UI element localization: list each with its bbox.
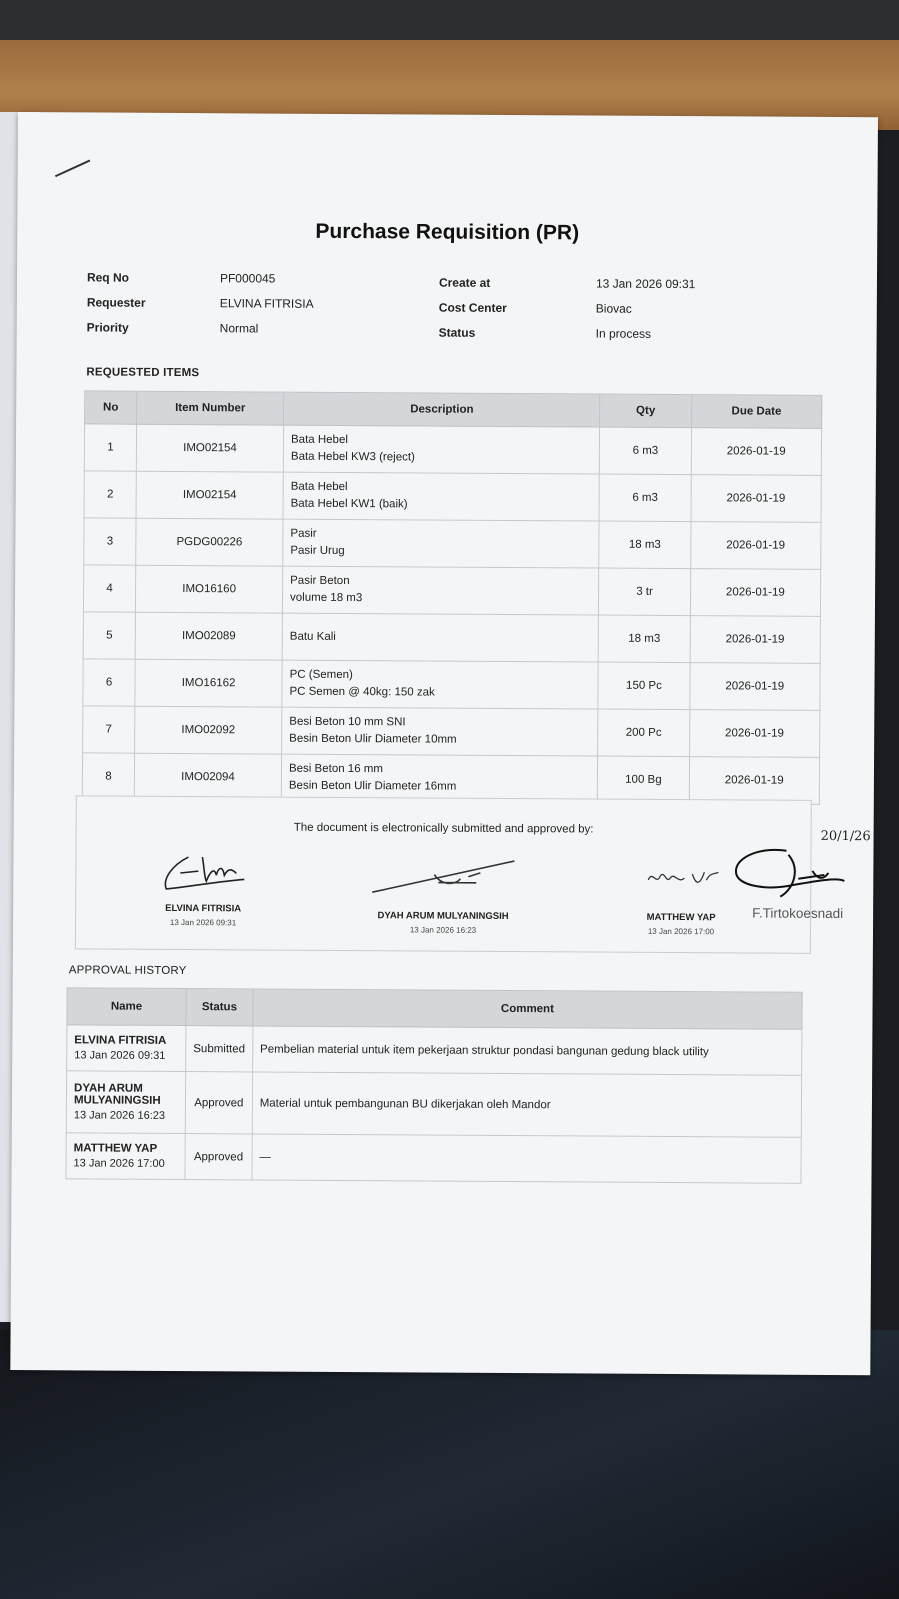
row-description (282, 613, 599, 662)
row-no: 8 (82, 753, 134, 800)
handwritten-name: F.Tirtokoesnadi (752, 905, 844, 922)
row-description (282, 660, 599, 709)
row-qty: 150 Pc (598, 662, 689, 710)
description-line-1: Besi Beton 16 mm (288, 762, 384, 776)
description-line-1: Bata Hebel (290, 433, 348, 447)
row-qty: 3 tr (599, 568, 690, 616)
col-qty: Qty (600, 394, 691, 428)
table-row (67, 1025, 802, 1075)
create-at-value: 13 Jan 2026 09:31 (595, 276, 696, 292)
row-description (281, 754, 598, 803)
row-description (282, 707, 599, 756)
priority-label: Priority (86, 320, 129, 335)
approval-signatures-box (75, 795, 871, 953)
history-comment: — (252, 1134, 801, 1183)
cost-center-label: Cost Center (438, 300, 507, 315)
row-no: 3 (84, 518, 136, 565)
description-line-2: volume 18 m3 (290, 591, 363, 605)
history-name: ELVINA FITRISIA (74, 1034, 167, 1047)
history-comment: Material untuk pembangunan BU dikerjakan oleh Mandor (252, 1072, 802, 1137)
table-row (66, 1071, 801, 1137)
table-row (83, 659, 820, 711)
requested-items-table (82, 390, 822, 805)
handwritten-date: 20/1/26 (820, 828, 871, 845)
row-due-date: 2026-01-19 (690, 522, 821, 570)
signature-matthew (644, 864, 724, 892)
row-qty: 200 Pc (598, 709, 689, 757)
table-row (66, 1133, 801, 1183)
row-item-number: IMO02092 (135, 706, 282, 754)
description-line-1: Pasir Beton (290, 574, 350, 588)
description-line-2: Besin Beton Ulir Diameter 16mm (288, 779, 457, 793)
row-due-date: 2026-01-19 (691, 428, 822, 476)
row-description (283, 519, 600, 568)
row-qty: 18 m3 (599, 615, 690, 663)
table-row (83, 565, 820, 617)
signer-name: DYAH ARUM MULYANINGSIH (377, 910, 509, 923)
pen-mark (55, 160, 90, 178)
requested-items-heading: REQUESTED ITEMS (86, 366, 200, 380)
signer-date: 13 Jan 2026 16:23 (409, 925, 477, 935)
row-due-date: 2026-01-19 (690, 569, 821, 617)
description-line-2: Bata Hebel KW3 (reject) (290, 450, 415, 464)
history-date: 13 Jan 2026 09:31 (74, 1049, 166, 1062)
history-status: Approved (185, 1134, 252, 1180)
requester-label: Requester (86, 295, 146, 310)
row-item-number: IMO02089 (135, 612, 282, 660)
history-name-cell (66, 1071, 185, 1134)
requester-value: ELVINA FITRISIA (219, 296, 314, 311)
status-value: In process (595, 326, 652, 341)
req-no-value: PF000045 (219, 271, 276, 286)
status-label: Status (438, 325, 476, 340)
row-item-number: IMO16162 (135, 659, 282, 707)
signer-date: 13 Jan 2026 17:00 (647, 926, 715, 937)
history-name-cell (67, 1025, 186, 1072)
row-no: 6 (83, 659, 135, 706)
table-row (83, 612, 820, 664)
row-due-date: 2026-01-19 (689, 757, 820, 805)
history-name: MATTHEW YAP (73, 1142, 158, 1155)
description-line-2: PC Semen @ 40kg: 150 zak (289, 685, 435, 699)
row-item-number: IMO02094 (134, 753, 281, 801)
col-due-date: Due Date (691, 395, 822, 429)
table-row (84, 471, 821, 523)
history-comment: Pembelian material untuk item pekerjaan struktur pondasi bangunan gedung black utility (252, 1026, 801, 1075)
row-item-number: PGDG00226 (136, 518, 283, 566)
row-no: 2 (84, 471, 136, 518)
history-status: Submitted (186, 1026, 253, 1072)
description-line-1: Bata Hebel (290, 480, 348, 494)
row-due-date: 2026-01-19 (690, 616, 821, 664)
col-status: Status (186, 989, 253, 1026)
row-qty: 6 m3 (600, 427, 691, 475)
create-at-label: Create at (438, 275, 491, 290)
row-item-number: IMO02154 (136, 424, 283, 472)
signer-name: ELVINA FITRISIA (165, 902, 242, 915)
table-row (84, 424, 821, 476)
approval-history-heading: APPROVAL HISTORY (68, 964, 187, 978)
row-due-date: 2026-01-19 (691, 475, 822, 523)
row-no: 1 (84, 424, 136, 471)
description-line-1: Pasir (290, 527, 317, 540)
document-page (10, 112, 878, 1375)
row-qty: 100 Bg (598, 756, 689, 804)
signer-matthew (626, 912, 736, 937)
history-status: Approved (185, 1072, 252, 1134)
row-item-number: IMO16160 (136, 565, 283, 613)
table-row (83, 706, 820, 758)
description-line-2: Pasir Urug (290, 544, 345, 558)
history-name: DYAH ARUM MULYANINGSIH (73, 1082, 161, 1107)
description-line-2: Besin Beton Ulir Diameter 10mm (289, 732, 457, 746)
history-name-cell (66, 1133, 185, 1180)
req-no-label: Req No (86, 270, 130, 285)
cost-center-value: Biovac (595, 301, 632, 316)
description-line-1: Besi Beton 10 mm SNI (289, 715, 406, 729)
description-line-1: PC (Semen) (289, 668, 353, 682)
signature-elvina (158, 851, 250, 896)
row-item-number: IMO02154 (136, 471, 283, 519)
row-description (283, 472, 600, 521)
row-description (282, 566, 599, 615)
table-header-row (67, 988, 802, 1029)
row-qty: 18 m3 (599, 521, 690, 569)
signer-name: MATTHEW YAP (646, 911, 716, 924)
signature-dyah (368, 856, 518, 899)
description-line-2: Bata Hebel KW1 (baik) (290, 497, 408, 511)
col-comment: Comment (253, 989, 802, 1029)
row-description (283, 425, 600, 474)
document-title: Purchase Requisition (PR) (315, 219, 580, 245)
signer-dyah (368, 910, 518, 935)
description-line-1: Batu Kali (289, 630, 336, 643)
history-date: 13 Jan 2026 17:00 (73, 1157, 165, 1170)
table-row (84, 518, 821, 570)
row-due-date: 2026-01-19 (689, 663, 820, 711)
row-no: 4 (83, 565, 135, 612)
priority-value: Normal (219, 321, 259, 336)
row-no: 5 (83, 612, 135, 659)
handwritten-approval-signature (728, 844, 846, 901)
table-header-row (85, 391, 822, 429)
row-due-date: 2026-01-19 (689, 710, 820, 758)
approval-statement: The document is electronically submitted and approved by: (293, 821, 594, 836)
col-description: Description (284, 392, 601, 427)
col-name: Name (67, 988, 186, 1026)
signer-date: 13 Jan 2026 09:31 (169, 917, 237, 928)
col-item-number: Item Number (137, 391, 284, 425)
col-no: No (85, 391, 137, 424)
signer-elvina (138, 903, 268, 928)
row-no: 7 (83, 706, 135, 753)
row-qty: 6 m3 (599, 474, 690, 522)
history-date: 13 Jan 2026 16:23 (73, 1109, 166, 1122)
approval-history-table (65, 987, 802, 1183)
